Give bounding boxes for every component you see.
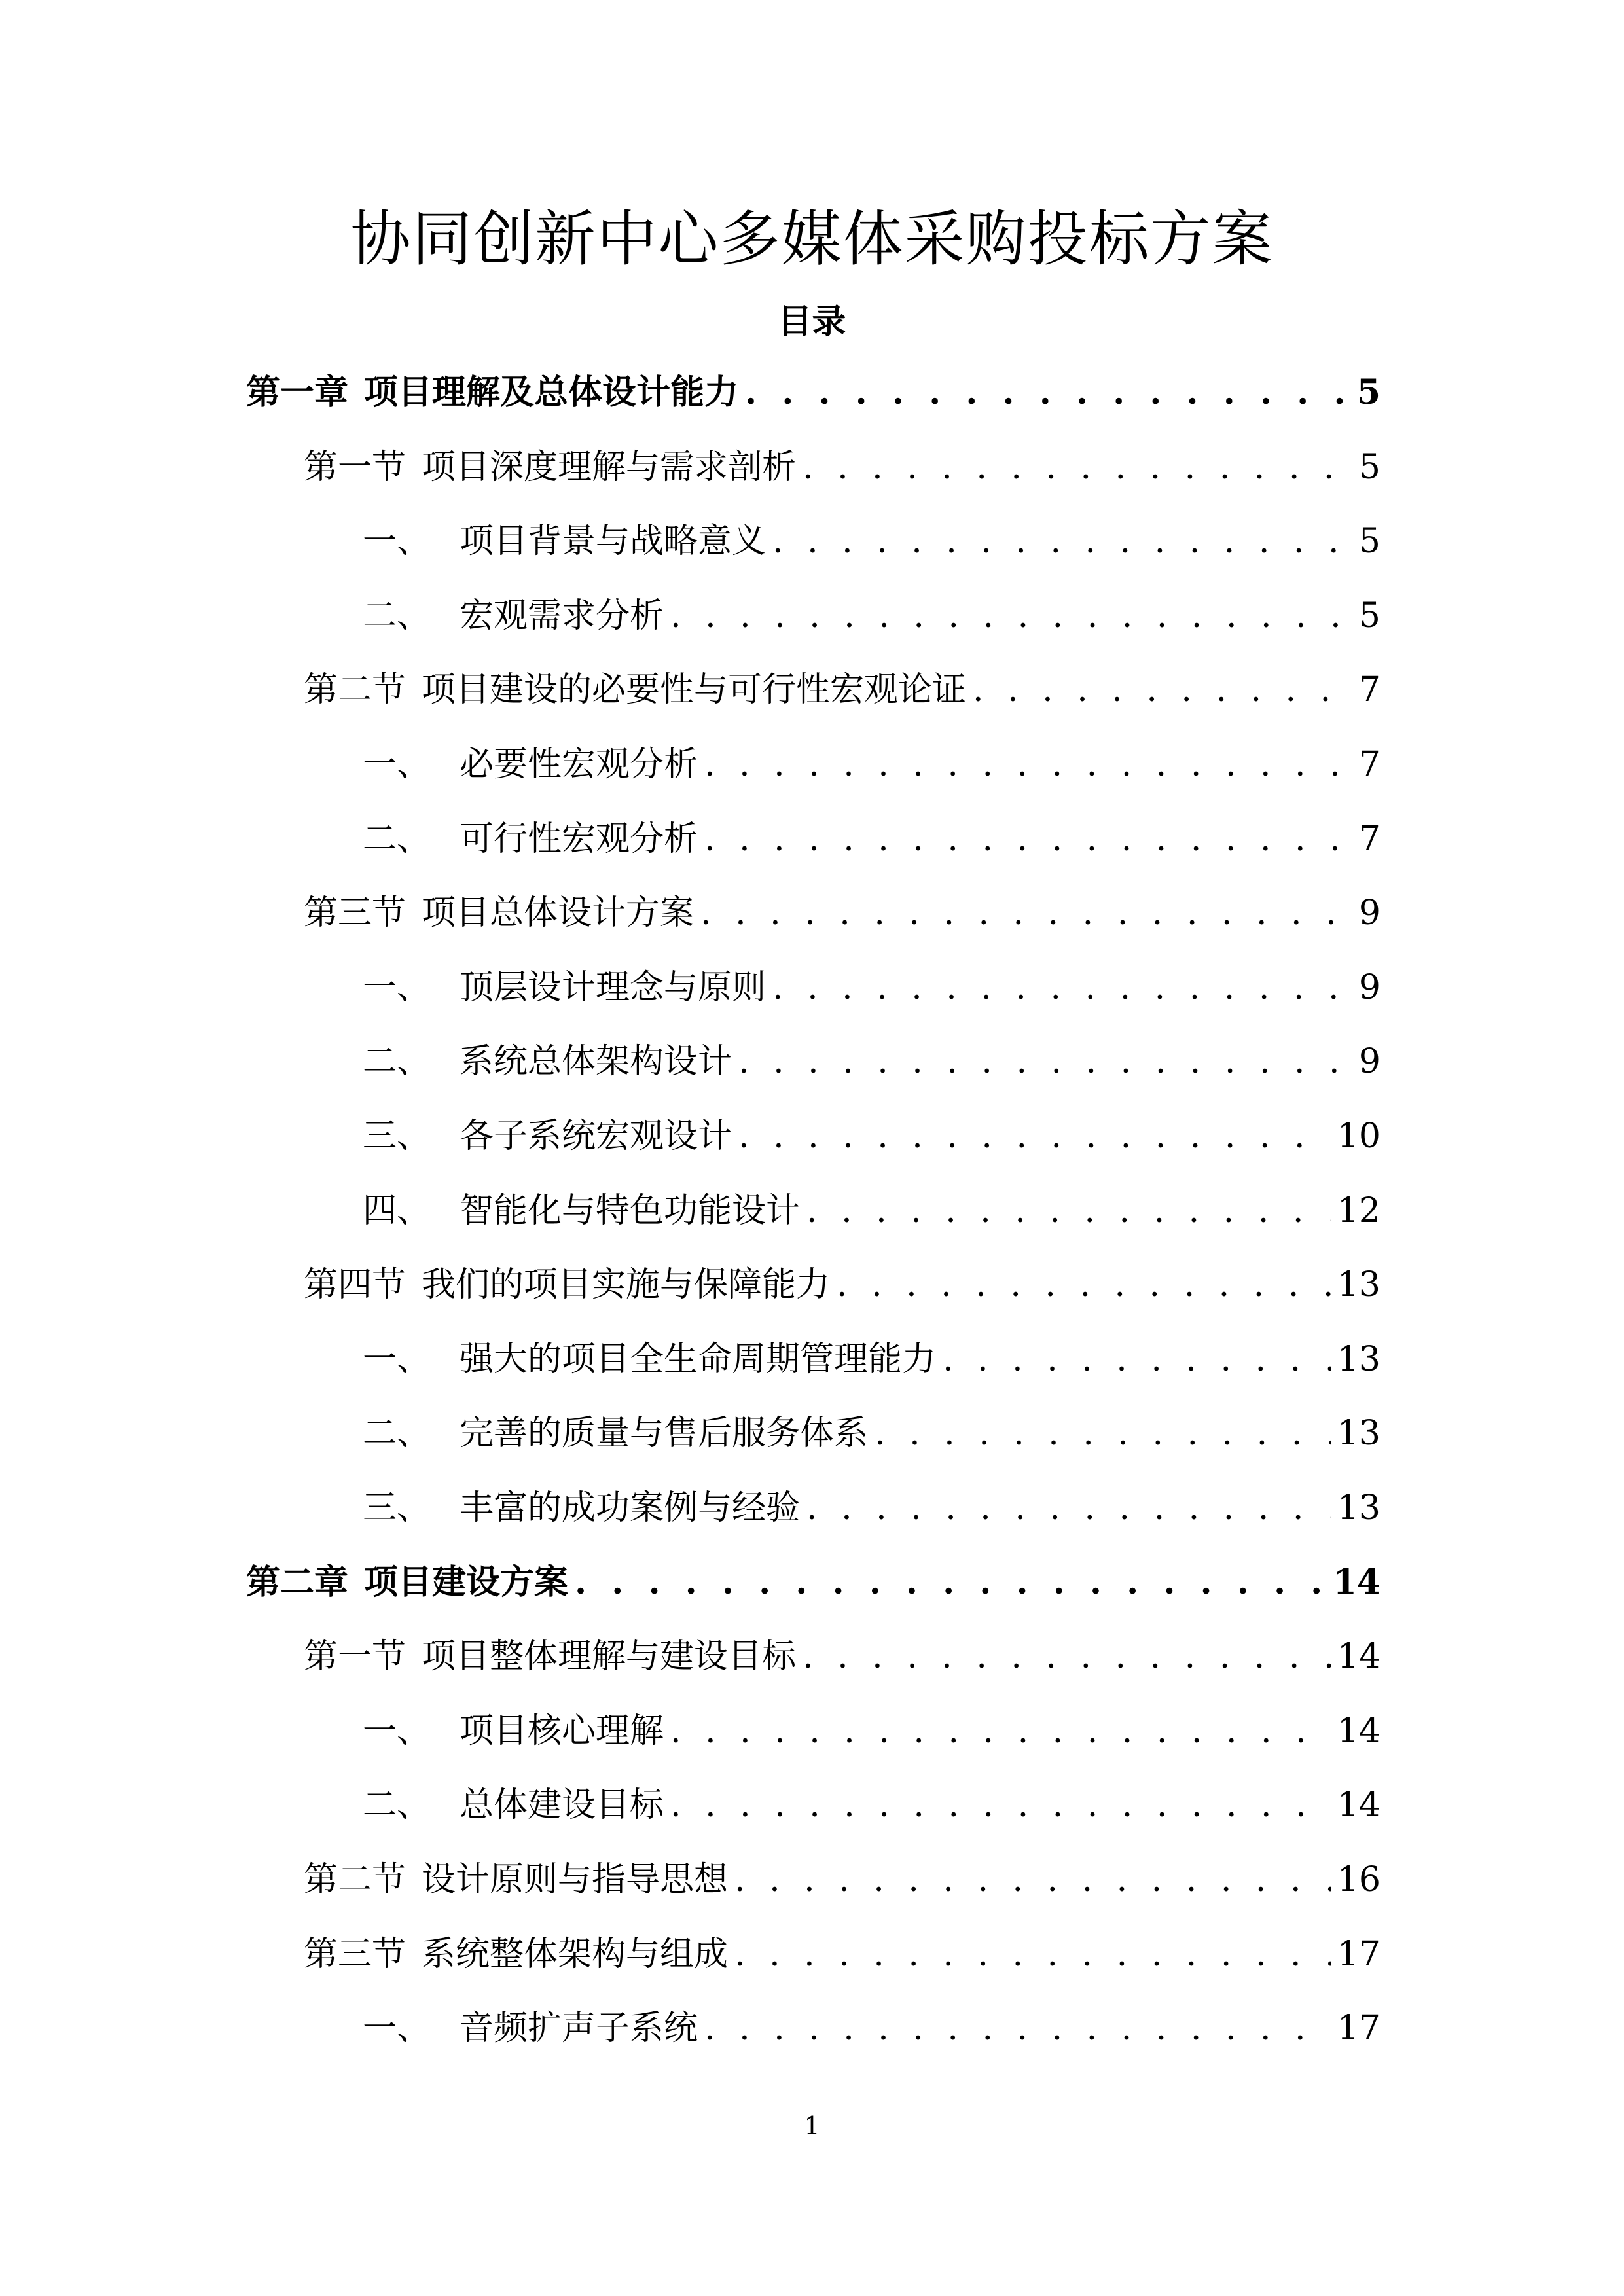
toc-dot-leader <box>704 738 1348 791</box>
toc-entry-number: 第四节 <box>304 1265 406 1304</box>
toc-dot-leader <box>803 441 1348 493</box>
toc-dot-leader <box>806 1185 1331 1237</box>
toc-entry-level-2[interactable] <box>304 887 1380 939</box>
toc-entry-level-3[interactable] <box>363 961 1380 1014</box>
document-title: 协同创新中心多媒体采购投标方案 <box>350 204 1274 274</box>
toc-entry-number: 第一章 <box>246 372 349 412</box>
toc-entry-page: 14 <box>1337 1637 1380 1676</box>
toc-dot-leader <box>738 1110 1331 1162</box>
toc-dot-leader <box>875 1407 1331 1460</box>
toc-entry-page: 5 <box>1358 522 1380 561</box>
toc-entry-title: 可行性宏观分析 <box>460 819 698 859</box>
toc-entry-level-1[interactable] <box>246 1556 1380 1609</box>
toc-entry-level-3[interactable] <box>363 1779 1380 1831</box>
toc-entry-number: 第二节 <box>304 1860 406 1899</box>
toc-entry-page: 17 <box>1337 2009 1380 2048</box>
toc-entry-level-3[interactable] <box>363 1407 1380 1460</box>
toc-entry-level-3[interactable] <box>363 813 1380 865</box>
toc-entry-title: 项目整体理解与建设目标 <box>422 1637 797 1676</box>
toc-entry-title: 系统总体架构设计 <box>460 1042 732 1081</box>
toc-entry-page: 7 <box>1358 745 1380 784</box>
toc-dot-leader <box>745 367 1348 419</box>
toc-entry-number: 一、 <box>363 745 431 784</box>
toc-entry-title: 项目深度理解与需求剖析 <box>422 448 797 487</box>
toc-entry-level-2[interactable] <box>304 1259 1380 1311</box>
toc-entry-level-2[interactable] <box>304 441 1380 493</box>
toc-entry-title: 项目建设的必要性与可行性宏观论证 <box>422 670 967 709</box>
toc-entry-level-3[interactable] <box>363 1705 1380 1757</box>
toc-entry-level-3[interactable] <box>363 590 1380 642</box>
toc-dot-leader <box>806 1482 1331 1534</box>
toc-entry-page: 5 <box>1356 372 1380 412</box>
toc-entry-number: 第三节 <box>304 893 406 933</box>
toc-entry-number: 一、 <box>363 1712 431 1751</box>
toc-entry-number: 第二章 <box>246 1562 349 1602</box>
toc-entry-page: 16 <box>1337 1860 1380 1899</box>
toc-entry-title: 智能化与特色功能设计 <box>460 1191 801 1230</box>
toc-entry-level-2[interactable] <box>304 1928 1380 1981</box>
toc-entry-title: 项目总体设计方案 <box>422 893 695 933</box>
toc-entry-level-3[interactable] <box>363 1333 1380 1386</box>
page-number: 1 <box>804 2111 820 2140</box>
toc-entry-page: 17 <box>1337 1935 1380 1974</box>
toc-entry-page: 14 <box>1337 1712 1380 1751</box>
toc-dot-leader <box>837 1259 1331 1311</box>
toc-entry-level-3[interactable] <box>363 1185 1380 1237</box>
toc-entry-level-2[interactable] <box>304 1854 1380 1906</box>
toc-dot-leader <box>734 1854 1331 1906</box>
toc-entry-level-3[interactable] <box>363 1035 1380 1088</box>
toc-entry-number: 第二节 <box>304 670 406 709</box>
toc-dot-leader <box>575 1556 1327 1609</box>
toc-dot-leader <box>670 1705 1331 1757</box>
toc-entry-page: 14 <box>1333 1562 1380 1602</box>
toc-dot-leader <box>738 1035 1348 1088</box>
toc-entry-title: 项目建设方案 <box>364 1562 569 1602</box>
toc-entry-page: 13 <box>1337 1488 1380 1528</box>
toc-entry-page: 5 <box>1358 448 1380 487</box>
toc-entry-title: 音频扩声子系统 <box>460 2009 698 2048</box>
toc-entry-level-2[interactable] <box>304 1630 1380 1683</box>
toc-entry-number: 一、 <box>363 968 431 1007</box>
toc-entry-title: 必要性宏观分析 <box>460 745 698 784</box>
toc-entry-page: 7 <box>1358 819 1380 859</box>
toc-entry-title: 项目理解及总体设计能力 <box>364 372 739 412</box>
toc-entry-level-3[interactable] <box>363 1110 1380 1162</box>
toc-entry-number: 二、 <box>363 1042 431 1081</box>
toc-entry-title: 顶层设计理念与原则 <box>460 968 767 1007</box>
toc-entry-page: 10 <box>1337 1117 1380 1156</box>
toc-entry-number: 二、 <box>363 596 431 636</box>
toc-dot-leader <box>704 2002 1331 2054</box>
toc-entry-title: 宏观需求分析 <box>460 596 664 636</box>
toc-entry-page: 13 <box>1337 1340 1380 1379</box>
toc-entry-title: 强大的项目全生命周期管理能力 <box>460 1340 937 1379</box>
toc-entry-number: 第一节 <box>304 448 406 487</box>
toc-entry-number: 二、 <box>363 819 431 859</box>
toc-entry-level-3[interactable] <box>363 515 1380 567</box>
toc-dot-leader <box>704 813 1348 865</box>
toc-entry-level-2[interactable] <box>304 664 1380 716</box>
toc-entry-level-1[interactable] <box>246 367 1380 419</box>
toc-entry-number: 一、 <box>363 522 431 561</box>
toc-entry-number: 第三节 <box>304 1935 406 1974</box>
toc-entry-number: 三、 <box>363 1488 431 1528</box>
toc-entry-title: 各子系统宏观设计 <box>460 1117 732 1156</box>
toc-entry-number: 一、 <box>363 1340 431 1379</box>
toc-entry-page: 7 <box>1358 670 1380 709</box>
toc-entry-level-3[interactable] <box>363 1482 1380 1534</box>
toc-entry-title: 完善的质量与售后服务体系 <box>460 1414 869 1453</box>
toc-entry-level-3[interactable] <box>363 738 1380 791</box>
toc-entry-title: 丰富的成功案例与经验 <box>460 1488 801 1528</box>
toc-entry-title: 总体建设目标 <box>460 1785 664 1825</box>
toc-entry-number: 二、 <box>363 1414 431 1453</box>
toc-entry-page: 14 <box>1337 1785 1380 1825</box>
toc-entry-page: 9 <box>1358 893 1380 933</box>
toc-entry-number: 二、 <box>363 1785 431 1825</box>
toc-dot-leader <box>734 1928 1331 1981</box>
toc-entry-level-3[interactable] <box>363 2002 1380 2054</box>
toc-entry-page: 9 <box>1358 1042 1380 1081</box>
toc-dot-leader <box>700 887 1348 939</box>
toc-entry-number: 四、 <box>363 1191 431 1230</box>
toc-entry-title: 我们的项目实施与保障能力 <box>422 1265 831 1304</box>
toc-dot-leader <box>670 590 1348 642</box>
toc-dot-leader <box>943 1333 1331 1386</box>
toc-dot-leader <box>772 515 1348 567</box>
toc-entry-number: 第一节 <box>304 1637 406 1676</box>
toc-entry-page: 13 <box>1337 1414 1380 1453</box>
toc-entry-title: 项目背景与战略意义 <box>460 522 767 561</box>
toc-entry-page: 12 <box>1337 1191 1380 1230</box>
toc-entry-title: 系统整体架构与组成 <box>422 1935 729 1974</box>
toc-entry-number: 一、 <box>363 2009 431 2048</box>
toc-entry-page: 13 <box>1337 1265 1380 1304</box>
toc-entry-page: 5 <box>1358 596 1380 636</box>
toc-heading: 目录 <box>778 302 846 342</box>
toc-dot-leader <box>772 961 1348 1014</box>
toc-entry-title: 项目核心理解 <box>460 1712 664 1751</box>
toc-dot-leader <box>973 664 1348 716</box>
toc-dot-leader <box>670 1779 1331 1831</box>
toc-entry-title: 设计原则与指导思想 <box>422 1860 729 1899</box>
toc-entry-number: 三、 <box>363 1117 431 1156</box>
toc-dot-leader <box>803 1630 1331 1683</box>
toc-entry-page: 9 <box>1358 968 1380 1007</box>
